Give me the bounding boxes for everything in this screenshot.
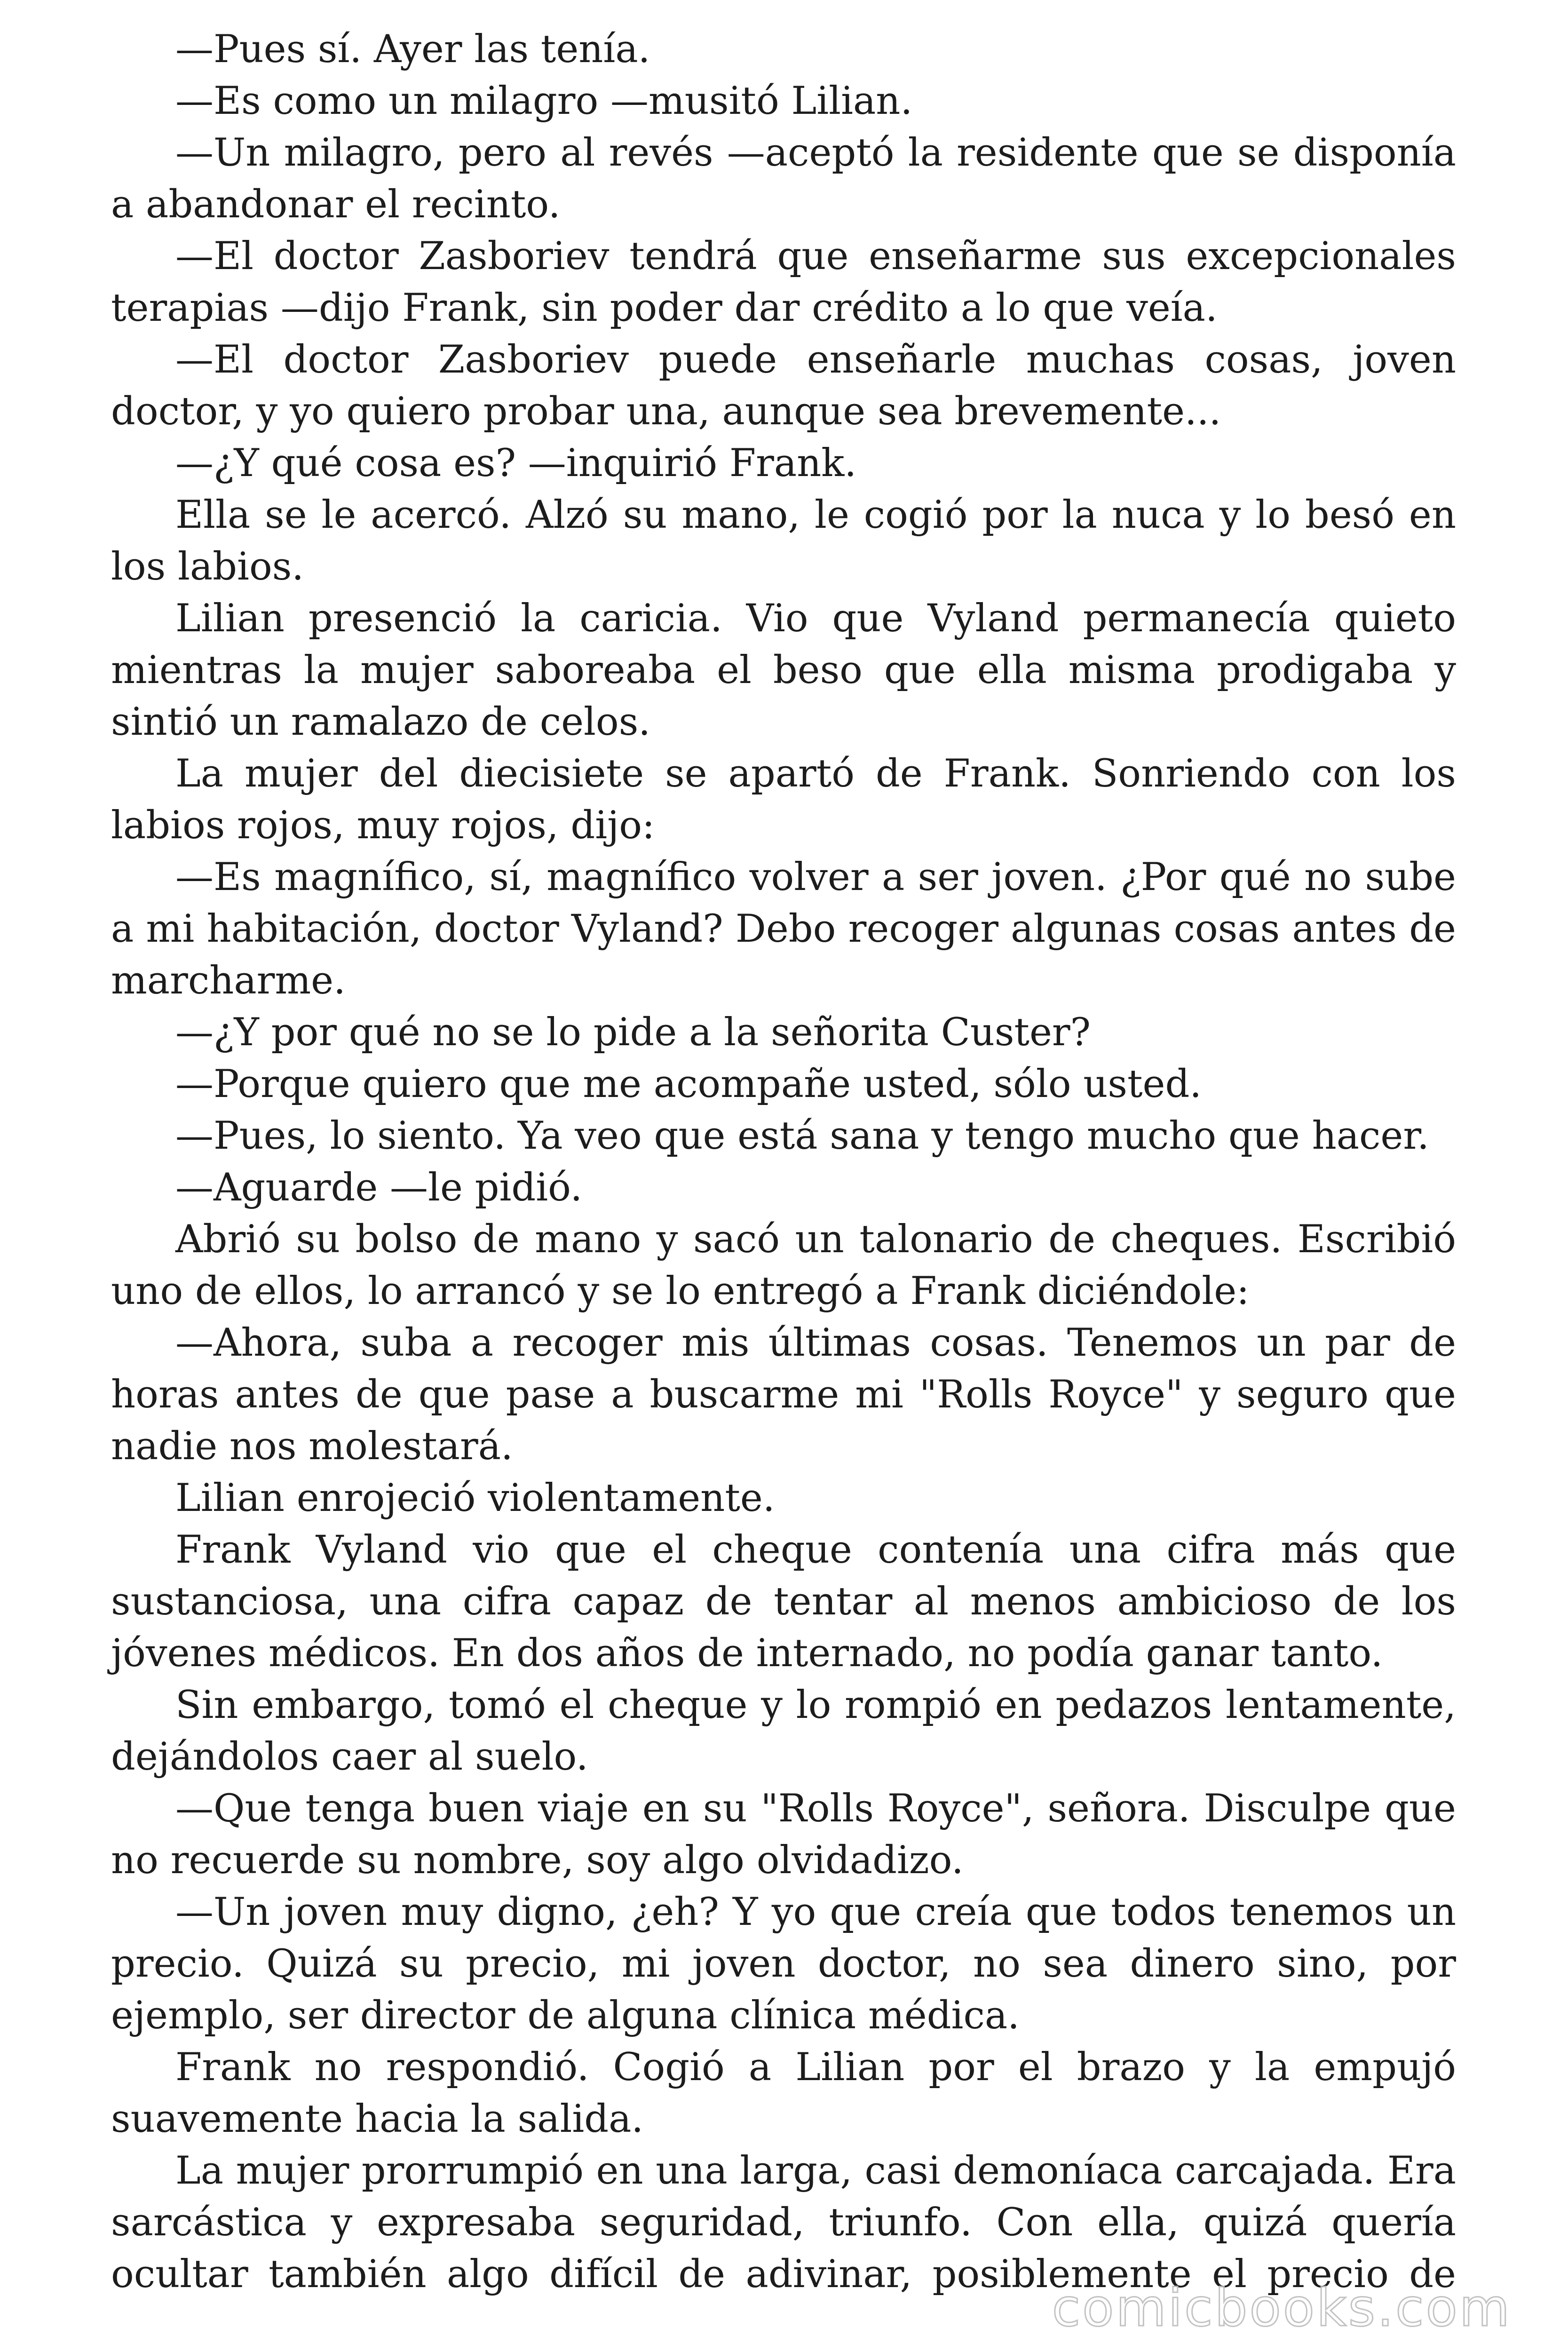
paragraph: Frank Vyland vio que el cheque contenía una cifra más que sustanciosa, una cifra capaz de tentar al menos ambicioso de los jóvenes médicos. En dos años de internado, no podía ganar tanto. (111, 1528, 1456, 1676)
paragraph: —El doctor Zasboriev tendrá que enseñarme sus excepcionales terapias —dijo Frank, sin poder dar crédito a lo que veía. (111, 234, 1456, 330)
paragraph: Ella se le acercó. Alzó su mano, le cogió por la nuca y lo besó en los labios. (111, 493, 1456, 589)
paragraph: —Es como un milagro —musitó Lilian. (175, 79, 913, 123)
book-page-text (111, 24, 1456, 2300)
paragraph: —Pues sí. Ayer las tenía. (175, 27, 650, 72)
paragraph: —¿Y por qué no se lo pide a la señorita Custer? (175, 1010, 1091, 1055)
paragraph: —Ahora, suba a recoger mis últimas cosas. Tenemos un par de horas antes de que pase a buscarme mi "Rolls Royce" y seguro que nadie nos molestará. (111, 1321, 1456, 1469)
paragraph: La mujer del diecisiete se apartó de Frank. Sonriendo con los labios rojos, muy rojos, dijo: (111, 752, 1456, 848)
paragraph: —Un milagro, pero al revés —aceptó la residente que se disponía a abandonar el recinto. (111, 131, 1456, 227)
paragraph: —Que tenga buen viaje en su "Rolls Royce", señora. Disculpe que no recuerde su nombre, soy algo olvidadizo. (111, 1787, 1456, 1883)
paragraph: Lilian presenció la caricia. Vio que Vyland permanecía quieto mientras la mujer saboreaba el beso que ella misma prodigaba y sintió un ramalazo de celos. (111, 596, 1456, 744)
paragraph: —¿Y qué cosa es? —inquirió Frank. (175, 441, 857, 485)
watermark: comicbooks.com (1052, 2278, 1512, 2338)
paragraph: —Porque quiero que me acompañe usted, sólo usted. (175, 1062, 1202, 1106)
paragraph-continued: La mujer prorrumpió en una larga, casi demoníaca carcajada. Era sarcástica y expresaba seguridad, triunfo. Con ella, quizá quería ocultar también algo difícil de adivinar, posiblemente el precio de (111, 2149, 1456, 2296)
paragraph: —Aguarde —le pidió. (175, 1166, 583, 1210)
paragraph: —Un joven muy digno, ¿eh? Y yo que creía que todos tenemos un precio. Quizá su precio, mi joven doctor, no sea dinero sino, por ejemplo, ser director de alguna clínica médica. (111, 1890, 1456, 2038)
paragraph: —Pues, lo siento. Ya veo que está sana y tengo mucho que hacer. (175, 1114, 1429, 1158)
paragraph: Abrió su bolso de mano y sacó un talonario de cheques. Escribió uno de ellos, lo arrancó y se lo entregó a Frank diciéndole: (111, 1217, 1456, 1313)
paragraph: Frank no respondió. Cogió a Lilian por el brazo y la empujó suavemente hacia la salida. (111, 2045, 1456, 2141)
paragraph: Sin embargo, tomó el cheque y lo rompió en pedazos lentamente, dejándolos caer al suelo. (111, 1683, 1456, 1779)
paragraph: —El doctor Zasboriev puede enseñarle muchas cosas, joven doctor, y yo quiero probar una, aunque sea brevemente... (111, 338, 1456, 434)
paragraph: —Es magnífico, sí, magnífico volver a ser joven. ¿Por qué no sube a mi habitación, doctor Vyland? Debo recoger algunas cosas antes de marcharme. (111, 855, 1456, 1003)
paragraph: Lilian enrojeció violentamente. (175, 1476, 775, 1520)
